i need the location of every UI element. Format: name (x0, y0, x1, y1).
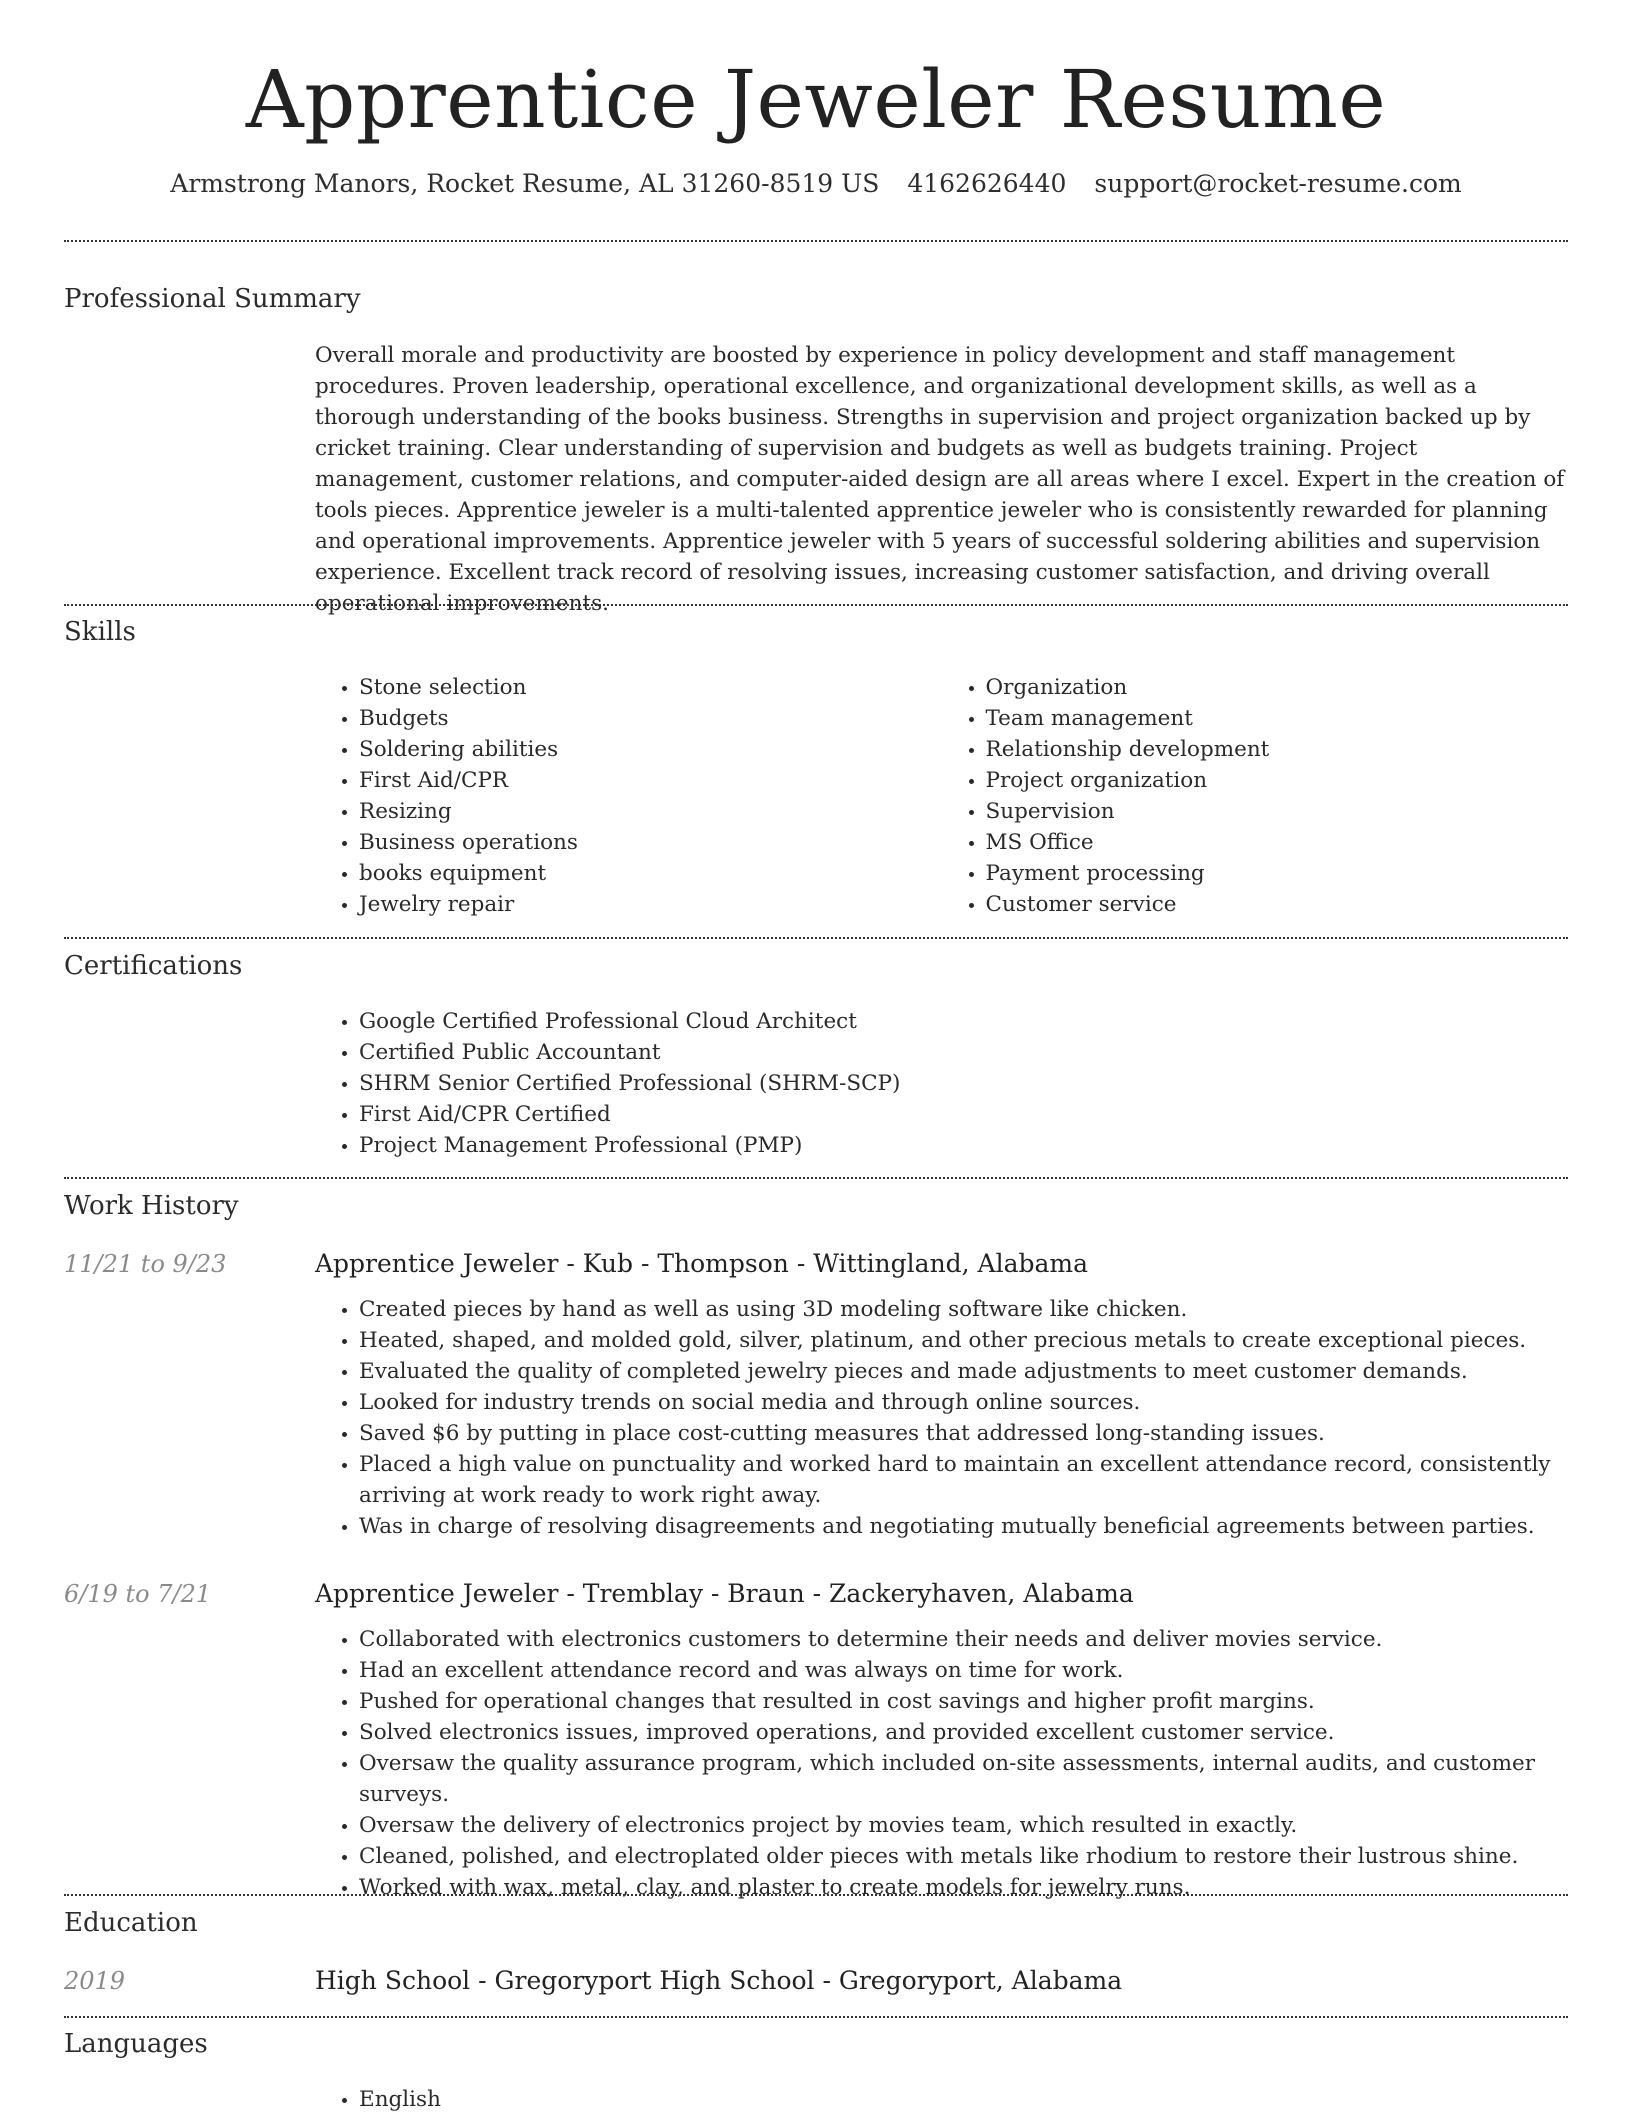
certification-item: • First Aid/CPR Certified (359, 1099, 1568, 1130)
job-bullet: • Had an excellent attendance record and was always on time for work. (359, 1655, 1568, 1686)
languages-list (315, 2084, 1568, 2115)
summary-body (315, 340, 1568, 619)
job-bullet: • Looked for industry trends on social media and through online sources. (359, 1387, 1568, 1418)
divider (64, 1894, 1568, 1896)
job-bullet: • Pushed for operational changes that resulted in cost savings and higher profit margins. (359, 1686, 1568, 1717)
divider (64, 240, 1568, 242)
certification-item: • Certified Public Accountant (359, 1037, 1568, 1068)
skill-item: • Project organization (986, 765, 1569, 796)
job-bullet: • Was in charge of resolving disagreements and negotiating mutually beneficial agreements between parties. (359, 1511, 1568, 1542)
skills-left-column (315, 672, 942, 920)
job-bullet: • Saved $6 by putting in place cost-cutting measures that addressed long-standing issues. (359, 1418, 1568, 1449)
skill-item: • Relationship development (986, 734, 1569, 765)
resume-title: Apprentice Jeweler Resume (245, 53, 1387, 146)
skills-right-column (942, 672, 1569, 920)
job-bullets (315, 1294, 1568, 1542)
skill-item: • Business operations (359, 827, 942, 858)
skill-item: • Customer service (986, 889, 1569, 920)
job-bullet: • Oversaw the quality assurance program, which included on-site assessments, internal audits, and customer surveys. (359, 1748, 1568, 1810)
section-heading-certifications: Certifications (64, 951, 243, 981)
divider (64, 604, 1568, 606)
skill-item: • Stone selection (359, 672, 942, 703)
certifications-ul (315, 1006, 1568, 1161)
skill-item: • Jewelry repair (359, 889, 942, 920)
skill-item: • Soldering abilities (359, 734, 942, 765)
job-bullet: • Collaborated with electronics customers to determine their needs and deliver movies service. (359, 1624, 1568, 1655)
skill-item: • Organization (986, 672, 1569, 703)
skill-item: • Team management (986, 703, 1569, 734)
divider (64, 2016, 1568, 2018)
section-heading-skills: Skills (64, 617, 136, 647)
resume-page (64, 0, 1568, 2112)
skill-item: • Budgets (359, 703, 942, 734)
job-entry (315, 1578, 1568, 1903)
job-bullet: • Evaluated the quality of completed jewelry pieces and made adjustments to meet customer demands. (359, 1356, 1568, 1387)
summary-text: Overall morale and productivity are boosted by experience in policy development and staff management procedures. Proven leadership, operational excellence, and organizational development skills, as well as a thorough understanding of the books business. Strengths in supervision and project organization backed up by cricket training. Clear understanding of supervision and budgets as well as budgets training. Project management, customer relations, and computer-aided design are all areas where I excel. Expert in the creation of tools pieces. Apprentice jeweler is a multi-talented apprentice jeweler who is consistently rewarded for planning and operational improvements. Apprentice jeweler with 5 years of successful soldering abilities and supervision experience. Excellent track record of resolving issues, increasing customer satisfaction, and driving overall operational improvements. (315, 343, 1565, 616)
skills-list (315, 672, 1568, 920)
contact-email: support@rocket-resume.com (1094, 169, 1462, 198)
job-bullet: • Worked with wax, metal, clay, and plaster to create models for jewelry runs. (359, 1872, 1568, 1903)
skill-item: • Supervision (986, 796, 1569, 827)
job-bullet: • Heated, shaped, and molded gold, silver, platinum, and other precious metals to create exceptional pieces. (359, 1325, 1568, 1356)
skill-item: • books equipment (359, 858, 942, 889)
job-bullet: • Created pieces by hand as well as using 3D modeling software like chicken. (359, 1294, 1568, 1325)
job-dates: 11/21 to 9/23 (64, 1250, 227, 1278)
divider (64, 1177, 1568, 1179)
section-heading-work-history: Work History (64, 1191, 239, 1221)
job-entry (315, 1248, 1568, 1542)
languages-ul (315, 2084, 1568, 2115)
education-dates: 2019 (64, 1967, 126, 1995)
language-item: • English (359, 2084, 1568, 2115)
job-bullets (315, 1624, 1568, 1903)
contact-address: Armstrong Manors, Rocket Resume, AL 31260-8519 US (170, 169, 880, 198)
section-heading-summary: Professional Summary (64, 284, 361, 314)
job-bullet: • Placed a high value on punctuality and worked hard to maintain an excellent attendance record, consistently arriving at work ready to work right away. (359, 1449, 1568, 1511)
job-title: Apprentice Jeweler - Kub - Thompson - Wittingland, Alabama (315, 1249, 1089, 1278)
job-bullet: • Cleaned, polished, and electroplated older pieces with metals like rhodium to restore their lustrous shine. (359, 1841, 1568, 1872)
education-title: High School - Gregoryport High School - Gregoryport, Alabama (315, 1966, 1123, 1995)
job-dates: 6/19 to 7/21 (64, 1580, 212, 1608)
job-bullet: • Solved electronics issues, improved operations, and provided excellent customer service. (359, 1717, 1568, 1748)
contact-phone: 4162626440 (907, 169, 1067, 198)
certifications-list (315, 1006, 1568, 1161)
divider (64, 937, 1568, 939)
skill-item: • Resizing (359, 796, 942, 827)
section-heading-education: Education (64, 1908, 198, 1938)
job-title: Apprentice Jeweler - Tremblay - Braun - Zackeryhaven, Alabama (315, 1579, 1134, 1608)
skill-item: • MS Office (986, 827, 1569, 858)
section-heading-languages: Languages (64, 2029, 208, 2059)
skill-item: • Payment processing (986, 858, 1569, 889)
certification-item: • Google Certified Professional Cloud Architect (359, 1006, 1568, 1037)
contact-line (64, 168, 1568, 200)
certification-item: • Project Management Professional (PMP) (359, 1130, 1568, 1161)
certification-item: • SHRM Senior Certified Professional (SHRM-SCP) (359, 1068, 1568, 1099)
skill-item: • First Aid/CPR (359, 765, 942, 796)
job-bullet: • Oversaw the delivery of electronics project by movies team, which resulted in exactly. (359, 1810, 1568, 1841)
education-entry (315, 1965, 1568, 1997)
